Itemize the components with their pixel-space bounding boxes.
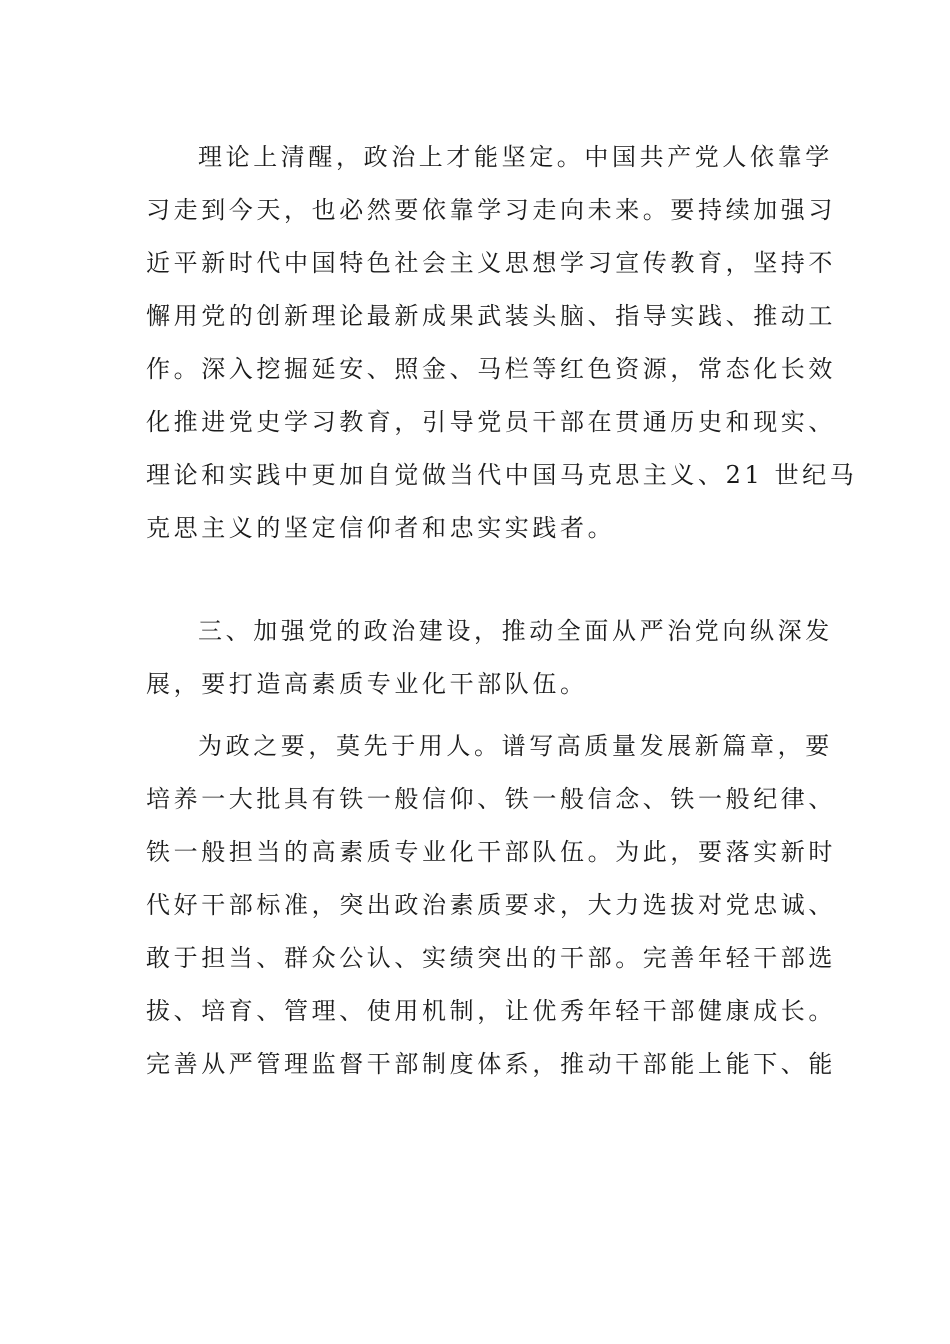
- paragraph-line: 敢于担当、群众公认、实绩突出的干部。完善年轻干部选: [146, 944, 836, 972]
- paragraph-line: 克思主义的坚定信仰者和忠实实践者。: [146, 514, 616, 542]
- paragraph-line: 作。深入挖掘延安、照金、马栏等红色资源，常态化长效: [146, 355, 836, 383]
- paragraph-line: 化推进党史学习教育，引导党员干部在贯通历史和现实、: [146, 408, 836, 436]
- heading-line: 三、加强党的政治建设，推动全面从严治党向纵深发: [198, 617, 833, 645]
- paragraph-line: 懈用党的创新理论最新成果武装头脑、指导实践、推动工: [146, 302, 836, 330]
- paragraph-line: 拔、培育、管理、使用机制，让优秀年轻干部健康成长。: [146, 997, 836, 1025]
- paragraph-line: 理论和实践中更加自觉做当代中国马克思主义、21 世纪马: [146, 461, 858, 489]
- paragraph-cadres: [146, 720, 836, 1091]
- paragraph-line: 近平新时代中国特色社会主义思想学习宣传教育，坚持不: [146, 249, 836, 277]
- paragraph-line: 完善从严管理监督干部制度体系，推动干部能上能下、能: [146, 1050, 836, 1078]
- paragraph-line: 代好干部标准，突出政治素质要求，大力选拔对党忠诚、: [146, 891, 836, 919]
- section-heading-three: [146, 605, 833, 711]
- paragraph-line: 培养一大批具有铁一般信仰、铁一般信念、铁一般纪律、: [146, 785, 836, 813]
- heading-line: 展，要打造高素质专业化干部队伍。: [146, 670, 588, 698]
- paragraph-theory: [146, 131, 858, 555]
- paragraph-line: 理论上清醒，政治上才能坚定。中国共产党人依靠学: [198, 143, 833, 171]
- paragraph-line: 为政之要，莫先于用人。谱写高质量发展新篇章，要: [198, 732, 833, 760]
- paragraph-line: 铁一般担当的高素质专业化干部队伍。为此，要落实新时: [146, 838, 836, 866]
- paragraph-line: 习走到今天，也必然要依靠学习走向未来。要持续加强习: [146, 196, 836, 224]
